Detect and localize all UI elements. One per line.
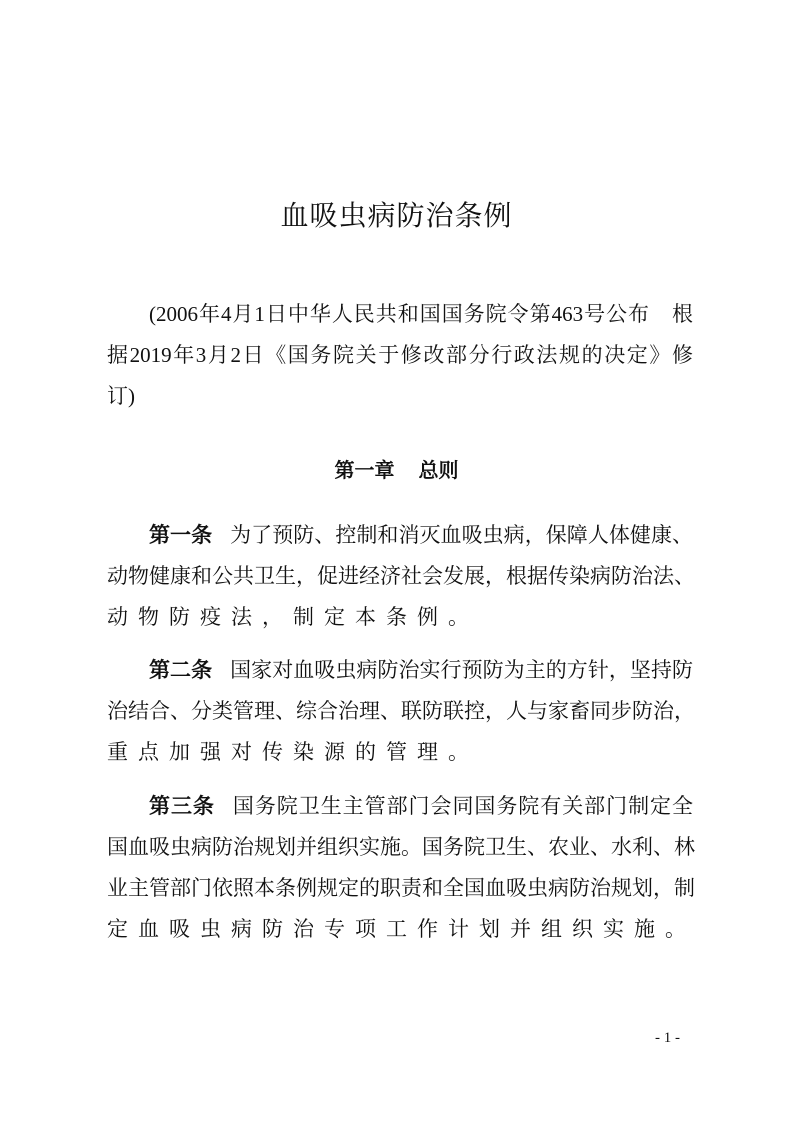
preamble — [107, 294, 693, 417]
preamble-line: (2006年4月1日中华人民共和国国务院令第463号公布 根 — [149, 302, 693, 326]
article-text: 动物防疫法，制定本条例。 — [107, 605, 479, 629]
chapter-heading — [0, 454, 793, 483]
chapter-number: 第一章 — [334, 458, 395, 482]
article-2 — [107, 650, 693, 773]
article-text: 治结合、分类管理、综合治理、联防联控，人与家畜同步防治， — [107, 699, 695, 723]
article-text: 国血吸虫病防治规划并组织实施。国务院卫生、农业、水利、林 — [107, 835, 695, 859]
article-text: 定血吸虫病防治专项工作计划并组织实施。 — [107, 917, 696, 941]
article-label: 第二条 — [149, 658, 213, 682]
article-label: 第三条 — [149, 794, 215, 818]
chapter-name: 总则 — [418, 458, 459, 482]
preamble-line: 订) — [107, 384, 135, 408]
article-text: 为了预防、控制和消灭血吸虫病，保障人体健康、 — [230, 523, 693, 547]
document-title: 血吸虫病防治条例 — [280, 201, 513, 232]
preamble-line: 据2019年3月2日《国务院关于修改部分行政法规的决定》修 — [107, 343, 693, 367]
article-3 — [107, 786, 696, 950]
article-text: 动物健康和公共卫生，促进经济社会发展，根据传染病防治法、 — [107, 564, 695, 588]
article-1 — [107, 515, 693, 638]
article-text: 业主管部门依照本条例规定的职责和全国血吸虫病防治规划，制 — [107, 876, 695, 900]
page-number: - 1 - — [655, 1030, 680, 1046]
article-label: 第一条 — [149, 523, 213, 547]
article-text: 重点加强对传染源的管理。 — [107, 740, 479, 764]
article-text: 国务院卫生主管部门会同国务院有关部门制定全 — [232, 794, 694, 818]
article-text: 国家对血吸虫病防治实行预防为主的方针，坚持防 — [230, 658, 693, 682]
